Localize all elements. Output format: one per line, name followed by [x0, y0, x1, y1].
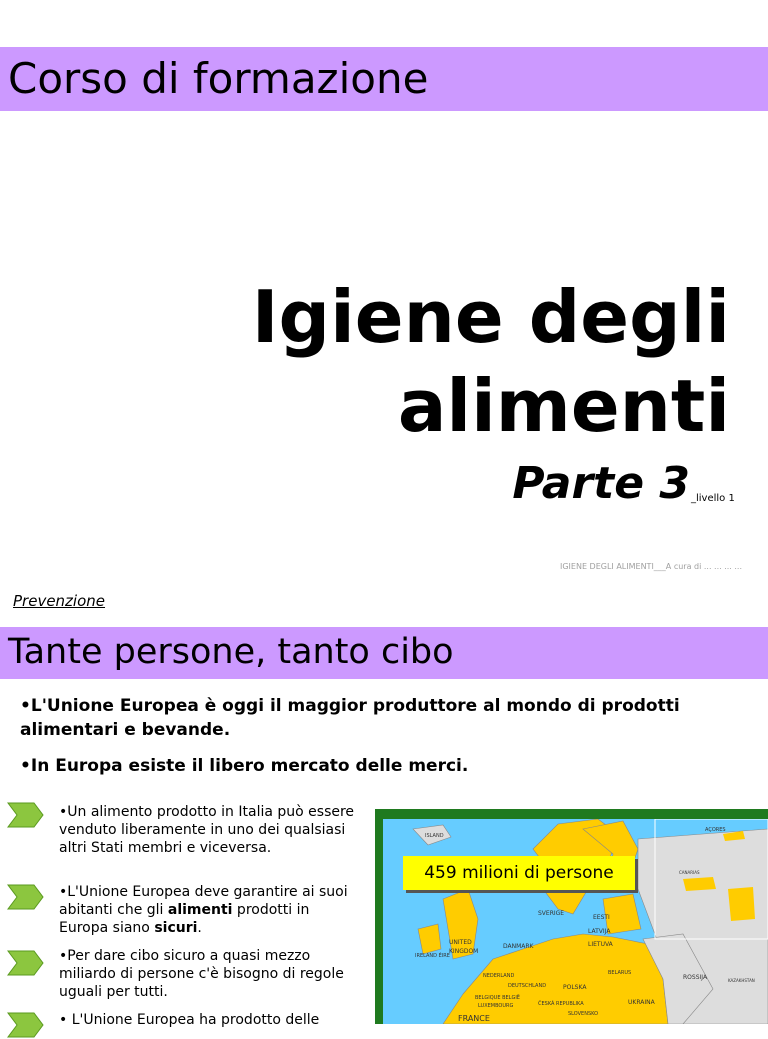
map-label-ceska: ČESKÁ REPUBLIKA	[538, 1001, 584, 1007]
map-label-luxembourg: LUXEMBOURG	[478, 1003, 514, 1009]
green-arrow-icon	[6, 883, 44, 911]
map-label-rossija: ROSSIJA	[683, 974, 708, 981]
population-callout: 459 milioni di persone	[403, 856, 635, 890]
sub-bullet: •Per dare cibo sicuro a quasi mezzo miliardo di persone c'è bisogno di regole uguali per tutti.	[59, 948, 344, 1000]
map-label-nederland: NEDERLAND	[483, 973, 515, 979]
map-label-ireland: IRELAND ÉIRE	[415, 953, 450, 959]
europe-map	[375, 809, 768, 1024]
title-line-1: Igiene degli	[251, 275, 730, 359]
map-label-ukraina: UKRAINA	[628, 999, 655, 1006]
map-label-slovensko: SLOVENSKO	[568, 1011, 599, 1017]
title-line-2: alimenti	[397, 364, 730, 448]
section-link[interactable]: Prevenzione	[13, 592, 106, 610]
map-label-france: FRANCE	[458, 1014, 490, 1023]
level-label: _livello 1	[691, 493, 735, 504]
green-arrow-icon	[6, 1011, 44, 1039]
map-label-sverige: SVERIGE	[538, 910, 565, 917]
europe-map-graphic	[383, 819, 768, 1024]
map-label-kazakhstan: KAZAKHSTAN	[728, 978, 755, 983]
map-label-eesti: EESTI	[593, 914, 610, 921]
bold-word: alimenti	[167, 902, 233, 918]
map-label-deutschland: DEUTSCHLAND	[508, 983, 547, 989]
map-label-acores: AÇORES	[705, 827, 726, 833]
map-label-lietuva: LIETUVA	[588, 941, 613, 948]
slide2-banner	[0, 627, 768, 679]
map-label-danmark: DANMARK	[503, 943, 534, 950]
map-label-belarus: BELARUS	[608, 970, 632, 976]
green-arrow-icon	[6, 801, 44, 829]
slide2-header: Tante persone, tanto cibo	[8, 632, 454, 672]
map-label-polska: POLSKA	[563, 984, 587, 991]
main-bullet: •In Europa esiste il libero mercato delle merci.	[20, 756, 469, 776]
map-label-kingdom: KINGDOM	[449, 948, 479, 955]
sub-bullet: •L'Unione Europea deve garantire ai suoi abitanti che gli alimenti prodotti in Europa siano sicuri.	[59, 884, 348, 936]
map-label-island: ISLAND	[425, 833, 444, 839]
map-label-united: UNITED	[449, 939, 472, 946]
map-label-latvija: LATVIJA	[588, 928, 611, 935]
map-label-belgique: BELGIQUE BELGIË	[475, 995, 520, 1001]
header-banner	[0, 47, 768, 111]
main-bullet: •L'Unione Europea è oggi il maggior produttore al mondo di prodotti alimentari e bevande.	[20, 696, 680, 740]
sub-bullet: •Un alimento prodotto in Italia può essere venduto liberamente in uno dei qualsiasi altri Stati membri e viceversa.	[59, 804, 355, 856]
part-label: Parte 3	[512, 458, 690, 509]
sub-bullet: • L'Unione Europea ha prodotto delle	[59, 1012, 320, 1028]
course-header: Corso di formazione	[8, 54, 429, 103]
green-arrow-icon	[6, 949, 44, 977]
slide-footer: IGIENE DEGLI ALIMENTI___A cura di ... ... ... ...	[560, 562, 743, 571]
bold-word: sicuri	[154, 920, 198, 936]
map-label-canarias: CANARIAS	[679, 870, 700, 875]
